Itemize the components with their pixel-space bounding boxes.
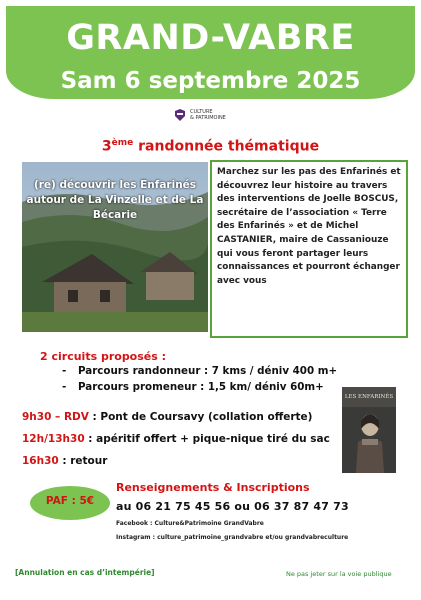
logo-icon — [174, 108, 186, 122]
paf-label: PAF : 5€ — [45, 495, 95, 507]
info-phones: au 06 21 75 45 56 ou 06 37 87 47 73 — [116, 500, 349, 513]
logo-line-2: & PATRIMOINE — [190, 115, 226, 121]
subtitle-rest: randonnée thématique — [133, 138, 320, 155]
culture-patrimoine-logo — [174, 104, 238, 126]
schedule-item — [22, 411, 352, 423]
circuits-title: 2 circuits proposés : — [40, 350, 167, 363]
event-subtitle — [0, 138, 421, 155]
litter-note: Ne pas jeter sur la voie publique — [286, 570, 392, 578]
instagram-info: Instagram : culture_patrimoine_grandvabre et/ou grandvabreculture — [116, 534, 349, 541]
circuit-label: Parcours promeneur : 1,5 km/ déniv 60m+ — [78, 381, 324, 393]
schedule-time: 9h30 – RDV — [22, 411, 89, 423]
book-cover-image — [342, 387, 396, 473]
cancellation-note: [Annulation en cas d’intempérie] — [15, 568, 155, 577]
description-box — [210, 160, 408, 338]
schedule-text: : Pont de Coursavy (collation offerte) — [88, 411, 313, 423]
schedule-text: : apéritif offert + pique-nique tiré du sac — [84, 433, 330, 445]
info-title: Renseignements & Inscriptions — [116, 481, 310, 494]
schedule-item — [22, 433, 352, 445]
schedule-time: 12h/13h30 — [22, 433, 85, 445]
schedule-text: : retour — [58, 455, 108, 467]
circuit-item: - Parcours promeneur : 1,5 km/ déniv 60m+ — [62, 381, 324, 393]
facebook-info: Facebook : Culture&Patrimoine GrandVabre — [116, 520, 264, 527]
page-title: GRAND-VABRE — [66, 18, 355, 58]
circuit-label: Parcours randonneur : 7 kms / déniv 400 m+ — [78, 365, 338, 377]
subtitle-suffix: ème — [111, 138, 134, 148]
subtitle-ordinal: 3 — [101, 138, 112, 155]
schedule-time: 16h30 — [22, 455, 59, 467]
photo-caption: (re) découvrir les Enfarinés autour de La Vinzelle et de La Bécarie — [26, 179, 204, 221]
description-text: Marchez sur les pas des Enfarinés et découvrez leur histoire au travers des interventions de Joelle BOSCUS, secrétaire de l’association « Terre des Enfarinés » et de Michel CASTANIER, maire de Cassaniouze qui vous feront partager leurs connaissances et pourront échanger avec vous — [217, 167, 401, 286]
schedule-item — [22, 455, 352, 467]
circuit-item: - Parcours randonneur : 7 kms / déniv 400 m+ — [62, 365, 338, 377]
logo-line-1: CULTURE — [190, 109, 213, 115]
event-date: Sam 6 septembre 2025 — [60, 68, 361, 94]
book-title: LES ENFARINÉS — [344, 394, 394, 400]
circuits-section — [34, 350, 364, 395]
